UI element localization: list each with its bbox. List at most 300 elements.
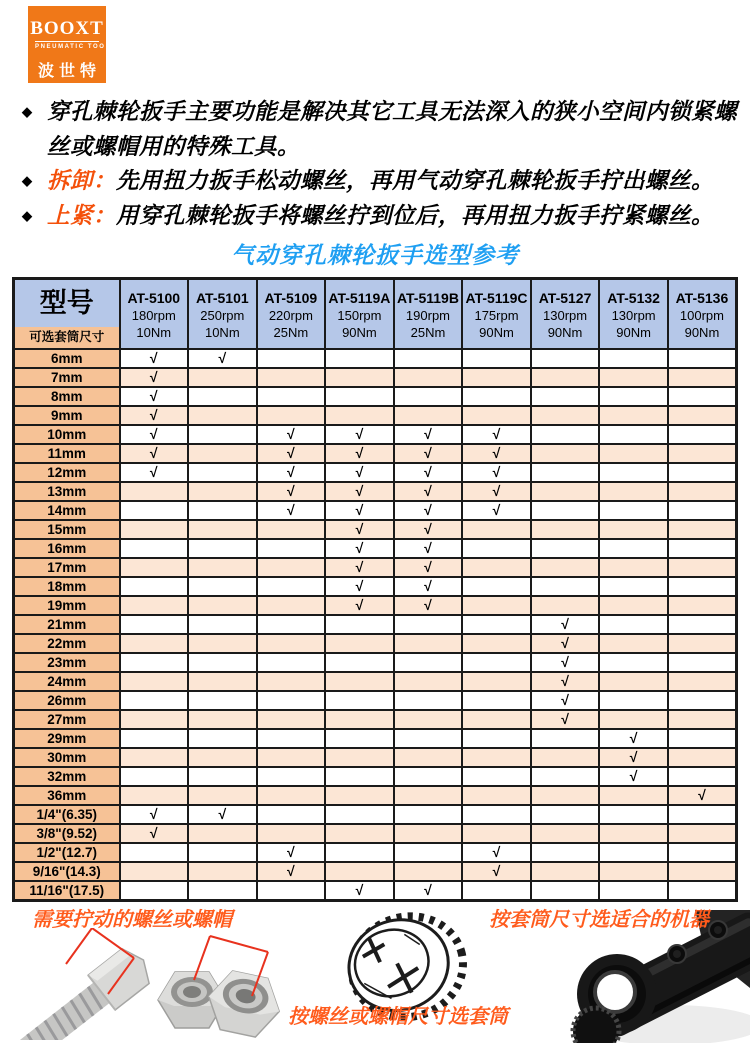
empty-cell: [668, 767, 737, 786]
size-row: [14, 843, 737, 862]
check-cell: √: [257, 862, 326, 881]
empty-cell: [531, 824, 600, 843]
empty-cell: [599, 501, 668, 520]
empty-cell: [257, 368, 326, 387]
model-torque: 10Nm: [204, 325, 240, 340]
check-cell: √: [462, 843, 531, 862]
check-cell: √: [462, 482, 531, 501]
empty-cell: [188, 406, 257, 425]
check-cell: √: [394, 482, 463, 501]
size-label: 6mm: [14, 349, 120, 368]
model-rpm: 250rpm: [200, 308, 245, 323]
empty-cell: [188, 862, 257, 881]
empty-cell: [325, 672, 394, 691]
check-cell: √: [120, 824, 189, 843]
model-torque: 90Nm: [547, 325, 583, 340]
empty-cell: [668, 748, 737, 767]
empty-cell: [668, 805, 737, 824]
empty-cell: [668, 862, 737, 881]
empty-cell: [257, 691, 326, 710]
empty-cell: [257, 672, 326, 691]
bullet-prefix: 拆卸：: [47, 168, 117, 193]
empty-cell: [325, 368, 394, 387]
check-cell: √: [462, 463, 531, 482]
empty-cell: [599, 520, 668, 539]
empty-cell: [462, 786, 531, 805]
size-row: [14, 824, 737, 843]
empty-cell: [531, 406, 600, 425]
model-header-AT-5119C: [462, 279, 531, 350]
empty-cell: [462, 577, 531, 596]
empty-cell: [668, 482, 737, 501]
empty-cell: [257, 748, 326, 767]
bullet-text: 用穿孔棘轮扳手将螺丝拧到位后，再用扭力扳手拧紧螺丝。: [116, 202, 715, 228]
size-row: [14, 862, 737, 881]
empty-cell: [531, 881, 600, 900]
size-table-body: [14, 349, 737, 900]
size-row: [14, 672, 737, 691]
check-cell: √: [120, 444, 189, 463]
model-rpm: 190rpm: [405, 308, 450, 323]
model-rpm: 180rpm: [131, 308, 176, 323]
empty-cell: [188, 881, 257, 900]
empty-cell: [668, 577, 737, 596]
check-cell: √: [257, 482, 326, 501]
size-row: [14, 786, 737, 805]
model-rpm: 220rpm: [268, 308, 313, 323]
empty-cell: [599, 672, 668, 691]
check-cell: √: [188, 805, 257, 824]
empty-cell: [325, 767, 394, 786]
check-cell: √: [325, 444, 394, 463]
empty-cell: [531, 463, 600, 482]
empty-cell: [462, 824, 531, 843]
model-torque: 90Nm: [342, 325, 377, 340]
empty-cell: [394, 634, 463, 653]
check-cell: √: [325, 482, 394, 501]
empty-cell: [188, 463, 257, 482]
size-label: 1/4"(6.35): [14, 805, 120, 824]
size-label: 14mm: [14, 501, 120, 520]
empty-cell: [325, 691, 394, 710]
empty-cell: [668, 824, 737, 843]
empty-cell: [325, 843, 394, 862]
model-header-AT-5127: [531, 279, 600, 350]
empty-cell: [462, 672, 531, 691]
model-name: AT-5132: [607, 290, 660, 306]
size-row: [14, 482, 737, 501]
empty-cell: [188, 425, 257, 444]
check-cell: √: [188, 349, 257, 368]
empty-cell: [257, 558, 326, 577]
model-column-label: 型号: [15, 280, 119, 327]
empty-cell: [599, 444, 668, 463]
empty-cell: [531, 767, 600, 786]
bolt-and-nuts-photo: [12, 928, 292, 1040]
empty-cell: [257, 653, 326, 672]
size-label: 36mm: [14, 786, 120, 805]
model-torque: 25Nm: [273, 325, 309, 340]
empty-cell: [120, 577, 189, 596]
empty-cell: [325, 349, 394, 368]
check-cell: √: [531, 615, 600, 634]
size-row: [14, 710, 737, 729]
check-cell: √: [257, 501, 326, 520]
empty-cell: [668, 501, 737, 520]
empty-cell: [120, 482, 189, 501]
model-name: AT-5119B: [396, 290, 459, 306]
model-torque: 10Nm: [136, 325, 172, 340]
brand-logo: [28, 6, 117, 83]
bullet-text: 穿孔棘轮扳手主要功能是解决其它工具无法深入的狭小空间内锁紧螺丝或螺帽用的特殊工具。: [47, 99, 738, 159]
empty-cell: [325, 387, 394, 406]
empty-cell: [599, 349, 668, 368]
empty-cell: [120, 843, 189, 862]
check-cell: √: [394, 558, 463, 577]
empty-cell: [257, 349, 326, 368]
empty-cell: [531, 349, 600, 368]
model-header-AT-5136: [668, 279, 737, 350]
check-cell: √: [462, 501, 531, 520]
size-label: 29mm: [14, 729, 120, 748]
size-row: [14, 444, 737, 463]
size-label: 24mm: [14, 672, 120, 691]
empty-cell: [188, 444, 257, 463]
check-cell: √: [599, 729, 668, 748]
empty-cell: [325, 824, 394, 843]
empty-cell: [188, 691, 257, 710]
empty-cell: [394, 729, 463, 748]
empty-cell: [462, 615, 531, 634]
empty-cell: [531, 748, 600, 767]
check-cell: √: [394, 425, 463, 444]
check-cell: √: [531, 710, 600, 729]
empty-cell: [188, 634, 257, 653]
size-row: [14, 615, 737, 634]
empty-cell: [325, 615, 394, 634]
check-cell: √: [120, 406, 189, 425]
empty-cell: [668, 520, 737, 539]
bullet-item-removal: [20, 164, 738, 199]
model-header-AT-5119A: [325, 279, 394, 350]
empty-cell: [188, 368, 257, 387]
size-label: 16mm: [14, 539, 120, 558]
empty-cell: [668, 615, 737, 634]
caption-socket: 按螺丝或螺帽尺寸选套筒: [288, 1006, 508, 1028]
empty-cell: [394, 710, 463, 729]
empty-cell: [188, 482, 257, 501]
empty-cell: [188, 729, 257, 748]
model-rpm: 130rpm: [543, 308, 588, 323]
empty-cell: [668, 596, 737, 615]
empty-cell: [120, 634, 189, 653]
brand-text: BOOXT: [30, 18, 104, 39]
model-header-AT-5132: [599, 279, 668, 350]
model-name: AT-5101: [195, 290, 249, 306]
empty-cell: [531, 862, 600, 881]
empty-cell: [599, 843, 668, 862]
empty-cell: [257, 539, 326, 558]
empty-cell: [599, 577, 668, 596]
empty-cell: [599, 615, 668, 634]
empty-cell: [120, 558, 189, 577]
empty-cell: [599, 824, 668, 843]
empty-cell: [531, 444, 600, 463]
check-cell: √: [325, 558, 394, 577]
empty-cell: [325, 729, 394, 748]
bullet-item-tighten: [20, 199, 738, 234]
empty-cell: [120, 672, 189, 691]
check-cell: √: [257, 843, 326, 862]
empty-cell: [462, 691, 531, 710]
socket-size-label: 可选套筒尺寸: [15, 327, 119, 348]
check-cell: √: [325, 577, 394, 596]
empty-cell: [599, 463, 668, 482]
empty-cell: [257, 786, 326, 805]
size-label: 1/2"(12.7): [14, 843, 120, 862]
empty-cell: [257, 710, 326, 729]
empty-cell: [257, 805, 326, 824]
model-header-AT-5101: [188, 279, 257, 350]
empty-cell: [599, 805, 668, 824]
check-cell: √: [394, 539, 463, 558]
empty-cell: [394, 368, 463, 387]
check-cell: √: [394, 596, 463, 615]
model-name: AT-5127: [538, 290, 592, 306]
model-torque: 90Nm: [616, 325, 651, 340]
model-name: AT-5109: [264, 290, 318, 306]
empty-cell: [599, 653, 668, 672]
size-label: 10mm: [14, 425, 120, 444]
check-cell: √: [531, 653, 600, 672]
empty-cell: [325, 805, 394, 824]
empty-cell: [120, 539, 189, 558]
empty-cell: [394, 824, 463, 843]
empty-cell: [120, 596, 189, 615]
model-header-AT-5109: [257, 279, 326, 350]
empty-cell: [394, 387, 463, 406]
empty-cell: [462, 634, 531, 653]
empty-cell: [668, 368, 737, 387]
empty-cell: [599, 368, 668, 387]
empty-cell: [462, 596, 531, 615]
empty-cell: [120, 691, 189, 710]
empty-cell: [394, 786, 463, 805]
empty-cell: [120, 710, 189, 729]
size-row: [14, 881, 737, 900]
check-cell: √: [462, 425, 531, 444]
empty-cell: [599, 558, 668, 577]
size-label: 22mm: [14, 634, 120, 653]
size-label: 7mm: [14, 368, 120, 387]
empty-cell: [599, 881, 668, 900]
empty-cell: [599, 539, 668, 558]
check-cell: √: [257, 444, 326, 463]
size-row: [14, 577, 737, 596]
empty-cell: [394, 672, 463, 691]
empty-cell: [599, 862, 668, 881]
diamond-bullet-icon: ◆: [22, 104, 32, 119]
empty-cell: [599, 691, 668, 710]
check-cell: √: [531, 634, 600, 653]
empty-cell: [325, 786, 394, 805]
empty-cell: [599, 596, 668, 615]
size-label: 3/8"(9.52): [14, 824, 120, 843]
empty-cell: [668, 843, 737, 862]
model-rpm: 130rpm: [611, 308, 656, 323]
empty-cell: [668, 710, 737, 729]
size-label: 21mm: [14, 615, 120, 634]
size-label: 23mm: [14, 653, 120, 672]
empty-cell: [325, 748, 394, 767]
empty-cell: [462, 368, 531, 387]
size-label: 11mm: [14, 444, 120, 463]
empty-cell: [188, 501, 257, 520]
empty-cell: [325, 406, 394, 425]
empty-cell: [188, 539, 257, 558]
empty-cell: [531, 539, 600, 558]
size-row: [14, 539, 737, 558]
empty-cell: [462, 349, 531, 368]
size-row: [14, 748, 737, 767]
size-label: 9mm: [14, 406, 120, 425]
empty-cell: [188, 786, 257, 805]
empty-cell: [462, 710, 531, 729]
size-row: [14, 691, 737, 710]
empty-cell: [462, 558, 531, 577]
check-cell: √: [120, 805, 189, 824]
size-row: [14, 368, 737, 387]
empty-cell: [188, 824, 257, 843]
empty-cell: [531, 843, 600, 862]
empty-cell: [668, 539, 737, 558]
empty-cell: [668, 691, 737, 710]
empty-cell: [668, 653, 737, 672]
check-cell: √: [325, 596, 394, 615]
empty-cell: [120, 862, 189, 881]
empty-cell: [188, 387, 257, 406]
empty-cell: [257, 881, 326, 900]
empty-cell: [599, 786, 668, 805]
size-row: [14, 653, 737, 672]
empty-cell: [668, 672, 737, 691]
empty-cell: [188, 577, 257, 596]
size-label: 11/16"(17.5): [14, 881, 120, 900]
check-cell: √: [325, 463, 394, 482]
empty-cell: [599, 406, 668, 425]
empty-cell: [668, 558, 737, 577]
size-label: 27mm: [14, 710, 120, 729]
footer-guide: [0, 900, 750, 1043]
diamond-bullet-icon: ◆: [22, 173, 32, 188]
empty-cell: [325, 862, 394, 881]
empty-cell: [668, 634, 737, 653]
registered-mark: ®: [105, 14, 113, 23]
size-row: [14, 425, 737, 444]
check-cell: √: [394, 444, 463, 463]
empty-cell: [394, 691, 463, 710]
model-name: AT-5100: [127, 290, 181, 306]
empty-cell: [120, 767, 189, 786]
empty-cell: [531, 520, 600, 539]
empty-cell: [257, 729, 326, 748]
empty-cell: [188, 596, 257, 615]
size-row: [14, 767, 737, 786]
size-label: 19mm: [14, 596, 120, 615]
empty-cell: [325, 634, 394, 653]
empty-cell: [668, 406, 737, 425]
empty-cell: [188, 843, 257, 862]
empty-cell: [120, 615, 189, 634]
size-row: [14, 349, 737, 368]
empty-cell: [257, 577, 326, 596]
size-label: 32mm: [14, 767, 120, 786]
empty-cell: [257, 520, 326, 539]
brand-name: [30, 14, 113, 39]
empty-cell: [394, 653, 463, 672]
size-row: [14, 501, 737, 520]
model-name: AT-5119A: [328, 290, 391, 306]
empty-cell: [257, 596, 326, 615]
check-cell: √: [120, 463, 189, 482]
empty-cell: [668, 349, 737, 368]
model-torque: 90Nm: [479, 325, 514, 340]
check-cell: √: [394, 520, 463, 539]
check-cell: √: [531, 672, 600, 691]
size-label: 18mm: [14, 577, 120, 596]
model-name: AT-5119C: [465, 290, 528, 306]
check-cell: √: [531, 691, 600, 710]
size-row: [14, 805, 737, 824]
check-cell: √: [599, 767, 668, 786]
empty-cell: [257, 615, 326, 634]
empty-cell: [120, 881, 189, 900]
empty-cell: [188, 653, 257, 672]
empty-cell: [394, 805, 463, 824]
check-cell: √: [257, 425, 326, 444]
empty-cell: [531, 387, 600, 406]
check-cell: √: [394, 881, 463, 900]
model-rpm: 100rpm: [679, 308, 724, 323]
empty-cell: [599, 425, 668, 444]
check-cell: √: [120, 349, 189, 368]
empty-cell: [462, 387, 531, 406]
size-row: [14, 729, 737, 748]
size-label: 12mm: [14, 463, 120, 482]
check-cell: √: [325, 425, 394, 444]
empty-cell: [394, 349, 463, 368]
check-cell: √: [462, 444, 531, 463]
caption-bolt-nut: 需要拧动的螺丝或螺帽: [32, 909, 232, 931]
check-cell: √: [257, 463, 326, 482]
empty-cell: [668, 729, 737, 748]
empty-cell: [120, 520, 189, 539]
empty-cell: [462, 406, 531, 425]
empty-cell: [531, 596, 600, 615]
diamond-bullet-icon: ◆: [22, 207, 32, 223]
size-label: 13mm: [14, 482, 120, 501]
caption-machine: 按套筒尺寸选适合的机器: [489, 909, 709, 931]
check-cell: √: [120, 387, 189, 406]
empty-cell: [394, 615, 463, 634]
empty-cell: [462, 805, 531, 824]
empty-cell: [462, 748, 531, 767]
model-name: AT-5136: [675, 290, 729, 306]
empty-cell: [257, 406, 326, 425]
empty-cell: [668, 881, 737, 900]
empty-cell: [531, 368, 600, 387]
empty-cell: [257, 824, 326, 843]
